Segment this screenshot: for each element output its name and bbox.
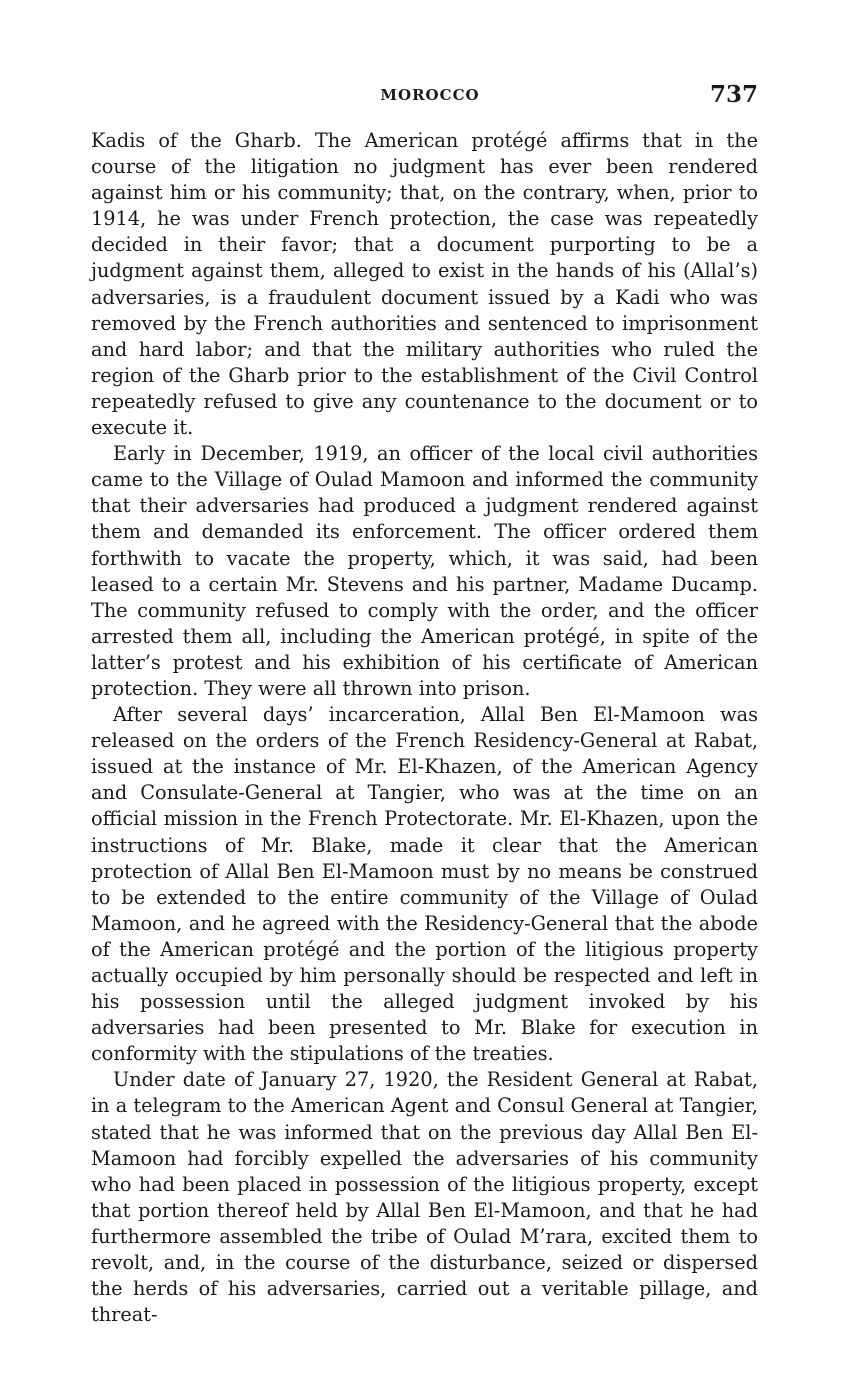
body-text — [91, 128, 758, 1328]
page-number: 737 — [709, 81, 758, 108]
running-header — [0, 81, 860, 118]
paragraph-continuation: Kadis of the Gharb. The American protégé affirms that in the course of the litigation no judgment has ever been rendered against him or his community; that, on the contrary, when, prior to 1914, he was under French protection, the case was repeatedly decided in their favor; that a document purporting to be a judgment against them, alleged to exist in the hands of his (Allal’s) adversaries, is a fraudulent document issued by a Kadi who was removed by the French authorities and sentenced to imprisonment and hard labor; and that the military authorities who ruled the region of the Gharb prior to the establishment of the Civil Control repeatedly refused to give any countenance to the document or to execute it. — [91, 129, 758, 440]
paragraph-january-1920: Under date of January 27, 1920, the Resident General at Rabat, in a telegram to the American Agent and Consul General at Tangier, stated that he was informed that on the previous day Allal Ben El-Mamoon had forcibly expelled the adversaries of his community who had been placed in possession of the litigious property, except that portion thereof held by Allal Ben El-Mamoon, and that he had furthermore assembled the tribe of Oulad M’rara, excited them to revolt, and, in the course of the disturbance, seized or dispersed the herds of his adversaries, carried out a veritable pillage, and threat- — [91, 1068, 758, 1327]
paragraph-release: After several days’ incarceration, Allal Ben El-Mamoon was released on the orders of the French Residency-General at Rabat, issued at the instance of Mr. El-Khazen, of the American Agency and Consulate-General at Tangier, who was at the time on an official mission in the French Protectorate. Mr. El-Khazen, upon the instructions of Mr. Blake, made it clear that the American protection of Allal Ben El-Mamoon must by no means be construed to be extended to the entire community of the Village of Oulad Mamoon, and he agreed with the Residency-General that the abode of the American protégé and the portion of the litigious property actually occupied by him personally should be respected and left in his possession until the alleged judgment invoked by his adversaries had been presented to Mr. Blake for execution in conformity with the stipulations of the treaties. — [91, 703, 758, 1066]
running-title: MOROCCO — [380, 86, 480, 104]
paragraph-december-1919: Early in December, 1919, an officer of the local civil authorities came to the Village of Oulad Mamoon and informed the community that their adversaries had produced a judgment rendered against them and demanded its enforcement. The officer ordered them forthwith to vacate the property, which, it was said, had been leased to a certain Mr. Stevens and his partner, Madame Ducamp. The community refused to comply with the order, and the officer arrested them all, including the American protégé, in spite of the latter’s protest and his exhibition of his certificate of American protection. They were all thrown into prison. — [91, 442, 758, 700]
